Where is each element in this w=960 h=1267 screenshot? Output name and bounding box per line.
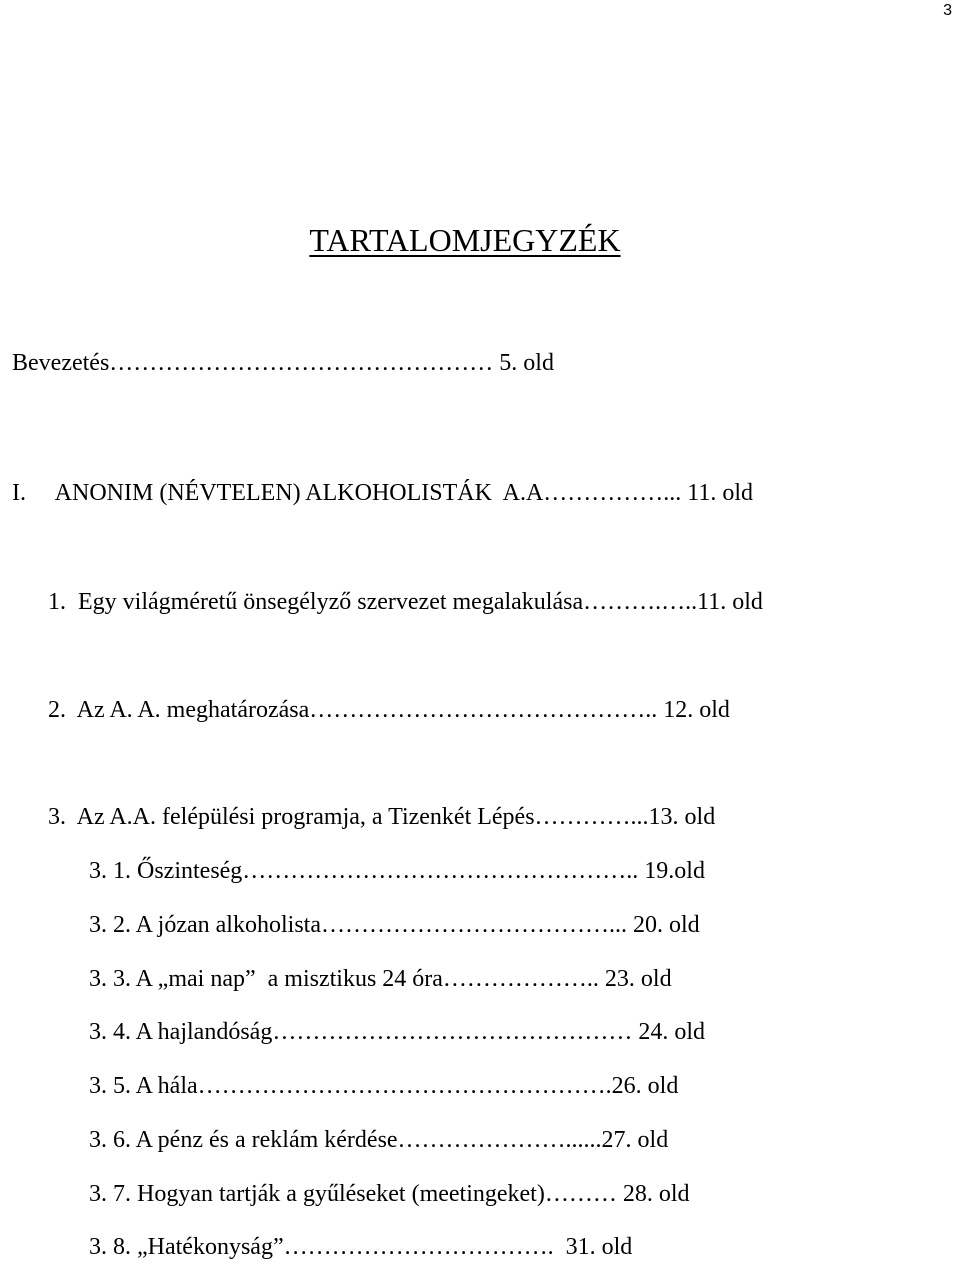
page-number: 3 [943, 2, 952, 19]
toc-entry-section-3-7: 3. 7. Hogyan tartják a gyűléseket (meetingeket)……… 28. old [89, 1181, 690, 1207]
toc-entry-bevezetes: Bevezetés………………………………………… 5. old [12, 350, 554, 376]
toc-title [0, 220, 930, 260]
toc-entry-section-3: 3. Az A.A. felépülési programja, a Tizenkét Lépés…………...13. old [48, 804, 716, 830]
toc-entry-section-3-6: 3. 6. A pénz és a reklám kérdése…………………......27. old [89, 1127, 669, 1153]
toc-title-text: TARTALOMJEGYZÉK [309, 222, 621, 258]
toc-entry-section-3-2: 3. 2. A józan alkoholista………………………………... 20. old [89, 912, 700, 938]
toc-entry-chapter-1: I. ANONIM (NÉVTELEN) ALKOHOLISTÁK A.A……………... 11. old [12, 480, 754, 506]
toc-entry-section-1: 1. Egy világméretű önsegélyző szervezet megalakulása……….…..11. old [48, 589, 763, 615]
toc-entry-section-3-5: 3. 5. A hála…………………………………………….26. old [89, 1073, 679, 1099]
toc-entry-section-3-3: 3. 3. A „mai nap” a misztikus 24 óra……………….. 23. old [89, 966, 672, 992]
toc-entry-section-2: 2. Az A. A. meghatározása…………………………………….. 12. old [48, 697, 730, 723]
toc-entry-section-3-1: 3. 1. Őszinteség………………………………………….. 19.old [89, 858, 705, 884]
toc-entry-section-3-8: 3. 8. „Hatékonyság”……………………………. 31. old [89, 1234, 633, 1260]
toc-entry-section-3-4: 3. 4. A hajlandóság……………………………………… 24. old [89, 1019, 705, 1045]
